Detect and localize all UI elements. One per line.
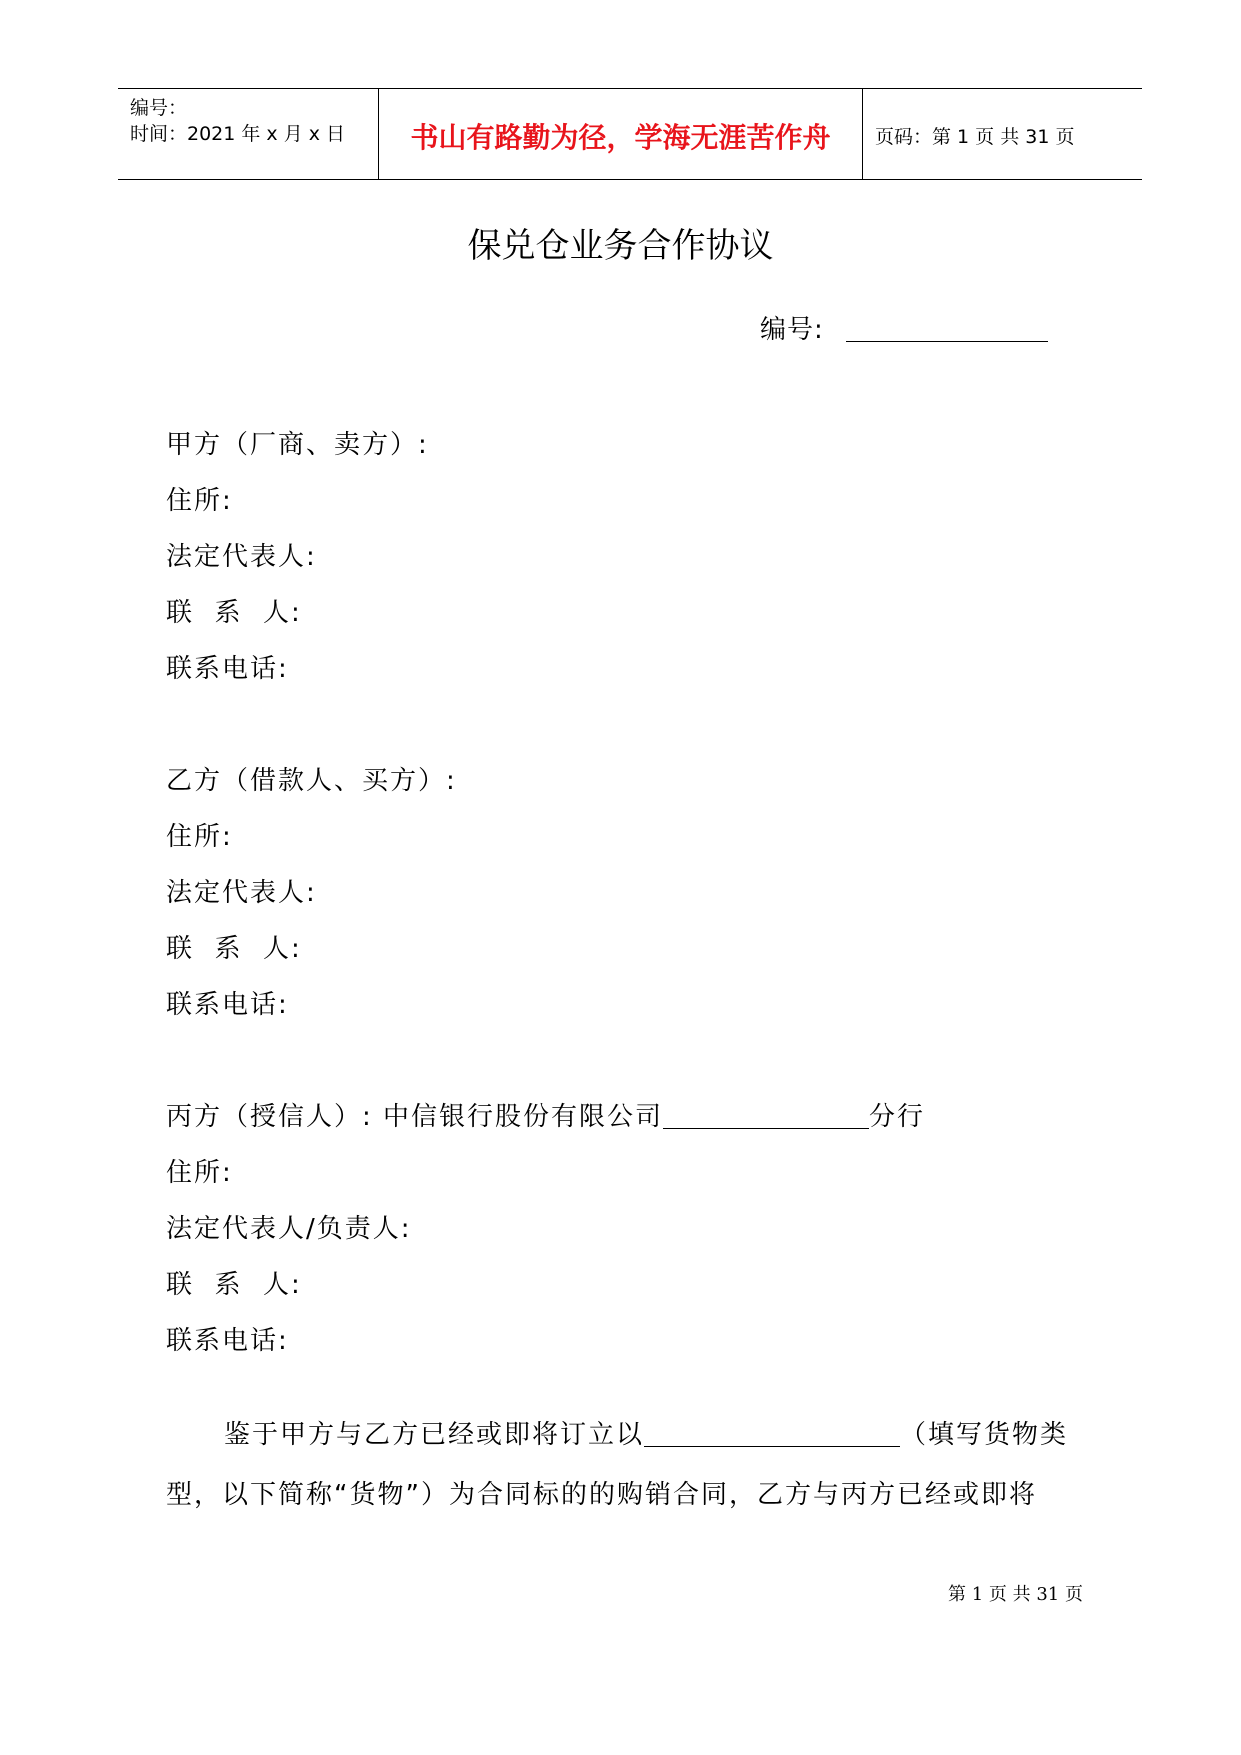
footer-page-number: 第 1 页 共 31 页 xyxy=(948,1584,1083,1605)
party-b-contact: 联 系 人: xyxy=(166,934,302,964)
document-number-blank xyxy=(846,341,1048,342)
goods-type-blank xyxy=(644,1420,900,1447)
header-table xyxy=(118,88,1142,180)
branch-name-blank xyxy=(663,1102,869,1129)
party-c-legal-rep: 法定代表人/负责人: xyxy=(166,1214,412,1244)
header-number-label: 编号： xyxy=(130,97,188,119)
header-page-label: 页码：第 1 页 共 31 页 xyxy=(875,126,1075,148)
header-time-label: 时间：2021 年 x 月 x 日 xyxy=(130,123,346,145)
party-a-contact: 联 系 人: xyxy=(166,598,302,628)
body-para1-suffix: （填写货物类 xyxy=(900,1420,1069,1450)
party-a-phone: 联系电话: xyxy=(166,654,289,684)
body-paragraph-line1 xyxy=(224,1414,1068,1451)
header-motto: 书山有路勤为径，学海无涯苦作舟 xyxy=(410,121,831,154)
party-a-legal-rep: 法定代表人: xyxy=(166,542,317,572)
party-c-address: 住所: xyxy=(166,1158,233,1188)
document-number-label: 编号: xyxy=(760,315,824,345)
party-c-contact: 联 系 人: xyxy=(166,1270,302,1300)
party-a-address: 住所: xyxy=(166,486,233,516)
party-c-heading-prefix: 丙方（授信人）: 中信银行股份有限公司 xyxy=(166,1102,664,1132)
party-b-legal-rep: 法定代表人: xyxy=(166,878,317,908)
header-left-cell xyxy=(118,89,378,179)
party-c-phone: 联系电话: xyxy=(166,1326,289,1356)
party-b-address: 住所: xyxy=(166,822,233,852)
document-title: 保兑仓业务合作协议 xyxy=(467,226,774,266)
party-b-phone: 联系电话: xyxy=(166,990,289,1020)
party-b-heading: 乙方（借款人、买方）: xyxy=(166,766,457,796)
body-paragraph-line2: 型，以下简称“货物”）为合同标的的购销合同，乙方与丙方已经或即将 xyxy=(166,1480,1037,1510)
header-right-cell xyxy=(863,89,1142,179)
body-para1-prefix: 鉴于甲方与乙方已经或即将订立以 xyxy=(224,1420,645,1450)
party-c-heading xyxy=(166,1096,925,1133)
header-middle-cell xyxy=(378,89,863,179)
party-c-heading-suffix: 分行 xyxy=(869,1102,926,1132)
party-a-heading: 甲方（厂商、卖方）: xyxy=(166,430,429,460)
